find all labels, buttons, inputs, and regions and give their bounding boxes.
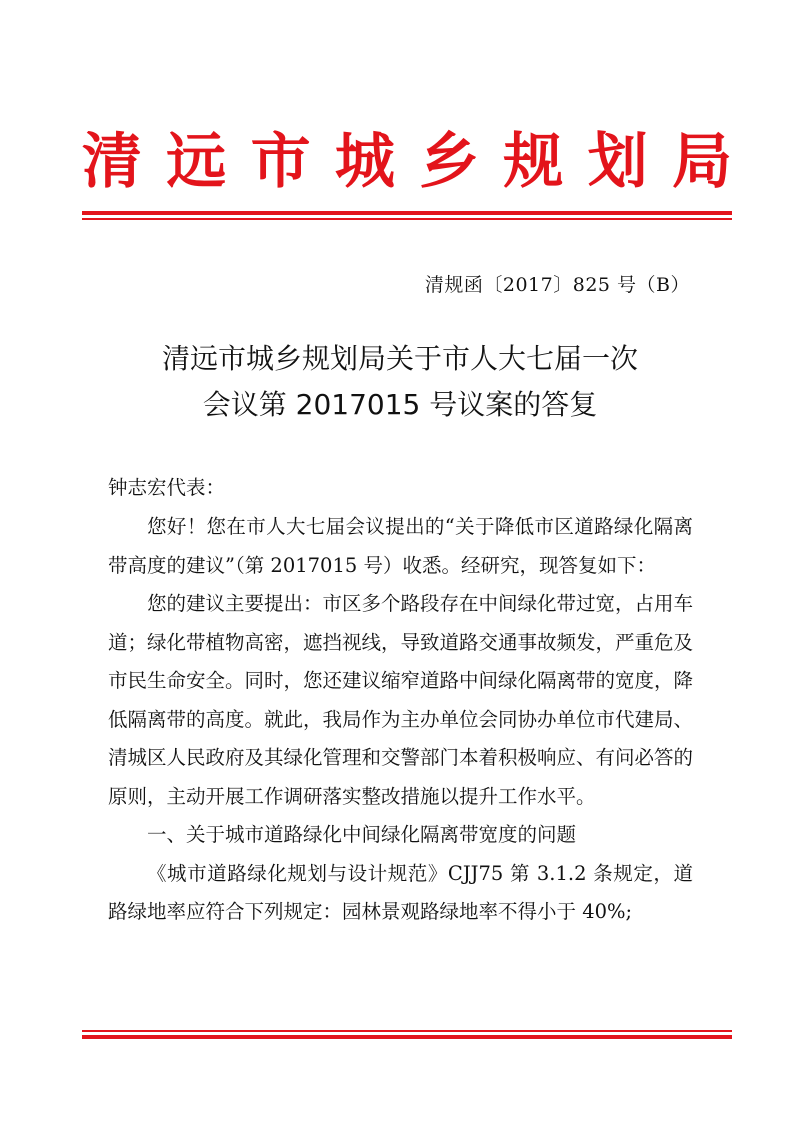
document-body (108, 508, 693, 932)
masthead-char: 远 (166, 127, 227, 197)
footer-rule-thin (82, 1030, 732, 1032)
agency-masthead (82, 124, 732, 200)
masthead-char: 局 (671, 127, 732, 197)
header-rule-thick (82, 211, 732, 215)
title-line-2: 会议第 2017015 号议案的答复 (202, 388, 598, 421)
masthead-char: 城 (334, 127, 395, 197)
footer-rule-thick (82, 1035, 732, 1039)
salutation: 钟志宏代表： (108, 476, 226, 499)
body-paragraph: 您好！您在市人大七届会议提出的“关于降低市区道路绿化隔离带高度的建议”（第 2017015 号）收悉。经研究，现答复如下： (108, 515, 693, 577)
document-number: 清规函〔2017〕825 号（B） (424, 274, 690, 296)
header-rule-thin (82, 218, 732, 220)
masthead-char: 乡 (419, 127, 480, 197)
document-title (0, 336, 800, 428)
masthead-char: 清 (82, 127, 142, 197)
body-paragraph: 您的建议主要提出：市区多个路段存在中间绿化带过宽，占用车道；绿化带植物高密，遮挡视线，导致道路交通事故频发，严重危及市民生命安全。同时，您还建议缩窄道路中间绿化隔离带的宽度，降低隔离带的高度。就此，我局作为主办单位会同协办单位市代建局、清城区人民政府及其绿化管理和交警部门本着积极响应、有问必答的原则，主动开展工作调研落实整改措施以提升工作水平。 (108, 592, 694, 808)
masthead-char: 划 (587, 127, 648, 197)
body-paragraph: 《城市道路绿化规划与设计规范》CJJ75 第 3.1.2 条规定，道路绿地率应符合下列规定：园林景观路绿地率不得小于 40%; (108, 861, 693, 923)
title-line-1: 清远市城乡规划局关于市人大七届一次 (161, 342, 638, 375)
masthead-char: 市 (250, 127, 311, 197)
section-heading: 一、关于城市道路绿化中间绿化隔离带宽度的问题 (147, 823, 577, 846)
masthead-char: 规 (503, 127, 564, 197)
